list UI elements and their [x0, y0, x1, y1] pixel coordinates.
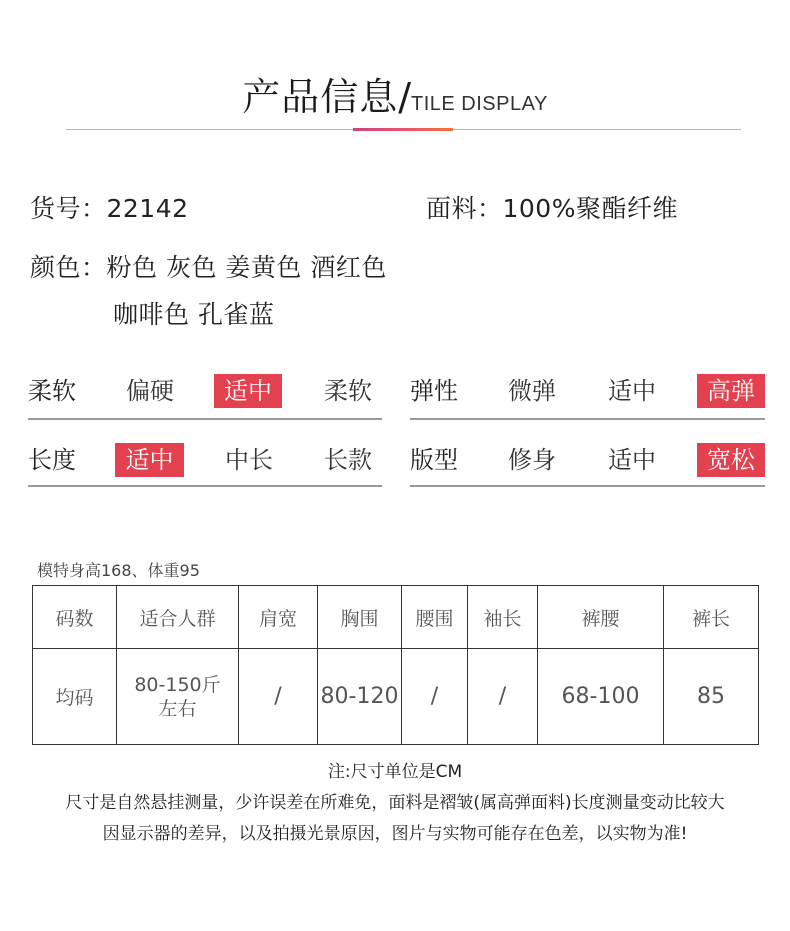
table-row [33, 649, 759, 745]
measurement-note: 尺寸是自然悬挂测量，少许误差在所难免，面料是褶皱(属高弹面料)长度测量变动比较大 [65, 793, 725, 813]
softness-label: 柔软 [28, 377, 76, 405]
cell-fit-group [117, 649, 239, 745]
cell-pants-length: 85 [664, 649, 759, 745]
header-fit-group: 适合人群 [117, 586, 239, 649]
softness-option-medium-selected: 适中 [214, 374, 282, 408]
table-header-row [33, 586, 759, 649]
cell-fit-line-1: 80-150斤 [134, 673, 221, 696]
header-pants-waist: 裤腰 [538, 586, 664, 649]
elasticity-option-slight: 微弹 [508, 377, 556, 405]
elasticity-option-high-selected: 高弹 [697, 374, 765, 408]
color-list-line-2: 咖啡色 孔雀蓝 [113, 300, 275, 329]
softness-option-stiff: 偏硬 [126, 377, 174, 405]
fit-label: 版型 [410, 446, 458, 474]
fit-option-loose-selected: 宽松 [697, 443, 765, 477]
fit-option-slim: 修身 [508, 446, 556, 474]
section-title [0, 66, 790, 121]
softness-option-soft: 柔软 [324, 377, 372, 405]
size-table [32, 585, 759, 745]
cell-shoulder: / [239, 649, 318, 745]
length-option-long: 长款 [324, 446, 372, 474]
elasticity-underline [410, 418, 765, 420]
cell-fit-line-2: 左右 [158, 697, 197, 720]
title-chinese: 产品信息 [242, 75, 399, 119]
model-note: 模特身高168、体重95 [37, 561, 200, 580]
title-slash: / [398, 75, 412, 119]
header-size: 码数 [33, 586, 117, 649]
color-list-line-1: 颜色：粉色 灰色 姜黄色 酒红色 [30, 253, 387, 282]
unit-note: 注:尺寸单位是CM [327, 762, 463, 782]
cell-size: 均码 [33, 649, 117, 745]
cell-chest: 80-120 [318, 649, 402, 745]
elasticity-option-medium: 适中 [608, 377, 656, 405]
header-waist: 腰围 [402, 586, 468, 649]
header-chest: 胸围 [318, 586, 402, 649]
softness-underline [28, 418, 382, 420]
header-sleeve: 袖长 [468, 586, 538, 649]
header-pants-length: 裤长 [664, 586, 759, 649]
fit-option-medium: 适中 [608, 446, 656, 474]
title-english: TILE DISPLAY [411, 93, 548, 115]
item-number: 货号：22142 [30, 194, 189, 223]
length-option-medium-selected: 适中 [115, 443, 184, 477]
color-difference-note: 因显示器的差异，以及拍摄光景原因，图片与实物可能存在色差，以实物为准! [102, 824, 688, 844]
elasticity-label: 弹性 [410, 377, 458, 405]
cell-waist: / [402, 649, 468, 745]
length-underline [28, 485, 382, 487]
fabric-info: 面料：100%聚酯纤维 [426, 194, 678, 223]
cell-pants-waist: 68-100 [538, 649, 664, 745]
title-accent-bar [353, 128, 453, 131]
header-shoulder: 肩宽 [239, 586, 318, 649]
fit-underline [410, 485, 765, 487]
length-label: 长度 [28, 446, 76, 474]
length-option-mid-long: 中长 [225, 446, 273, 474]
cell-sleeve: / [468, 649, 538, 745]
